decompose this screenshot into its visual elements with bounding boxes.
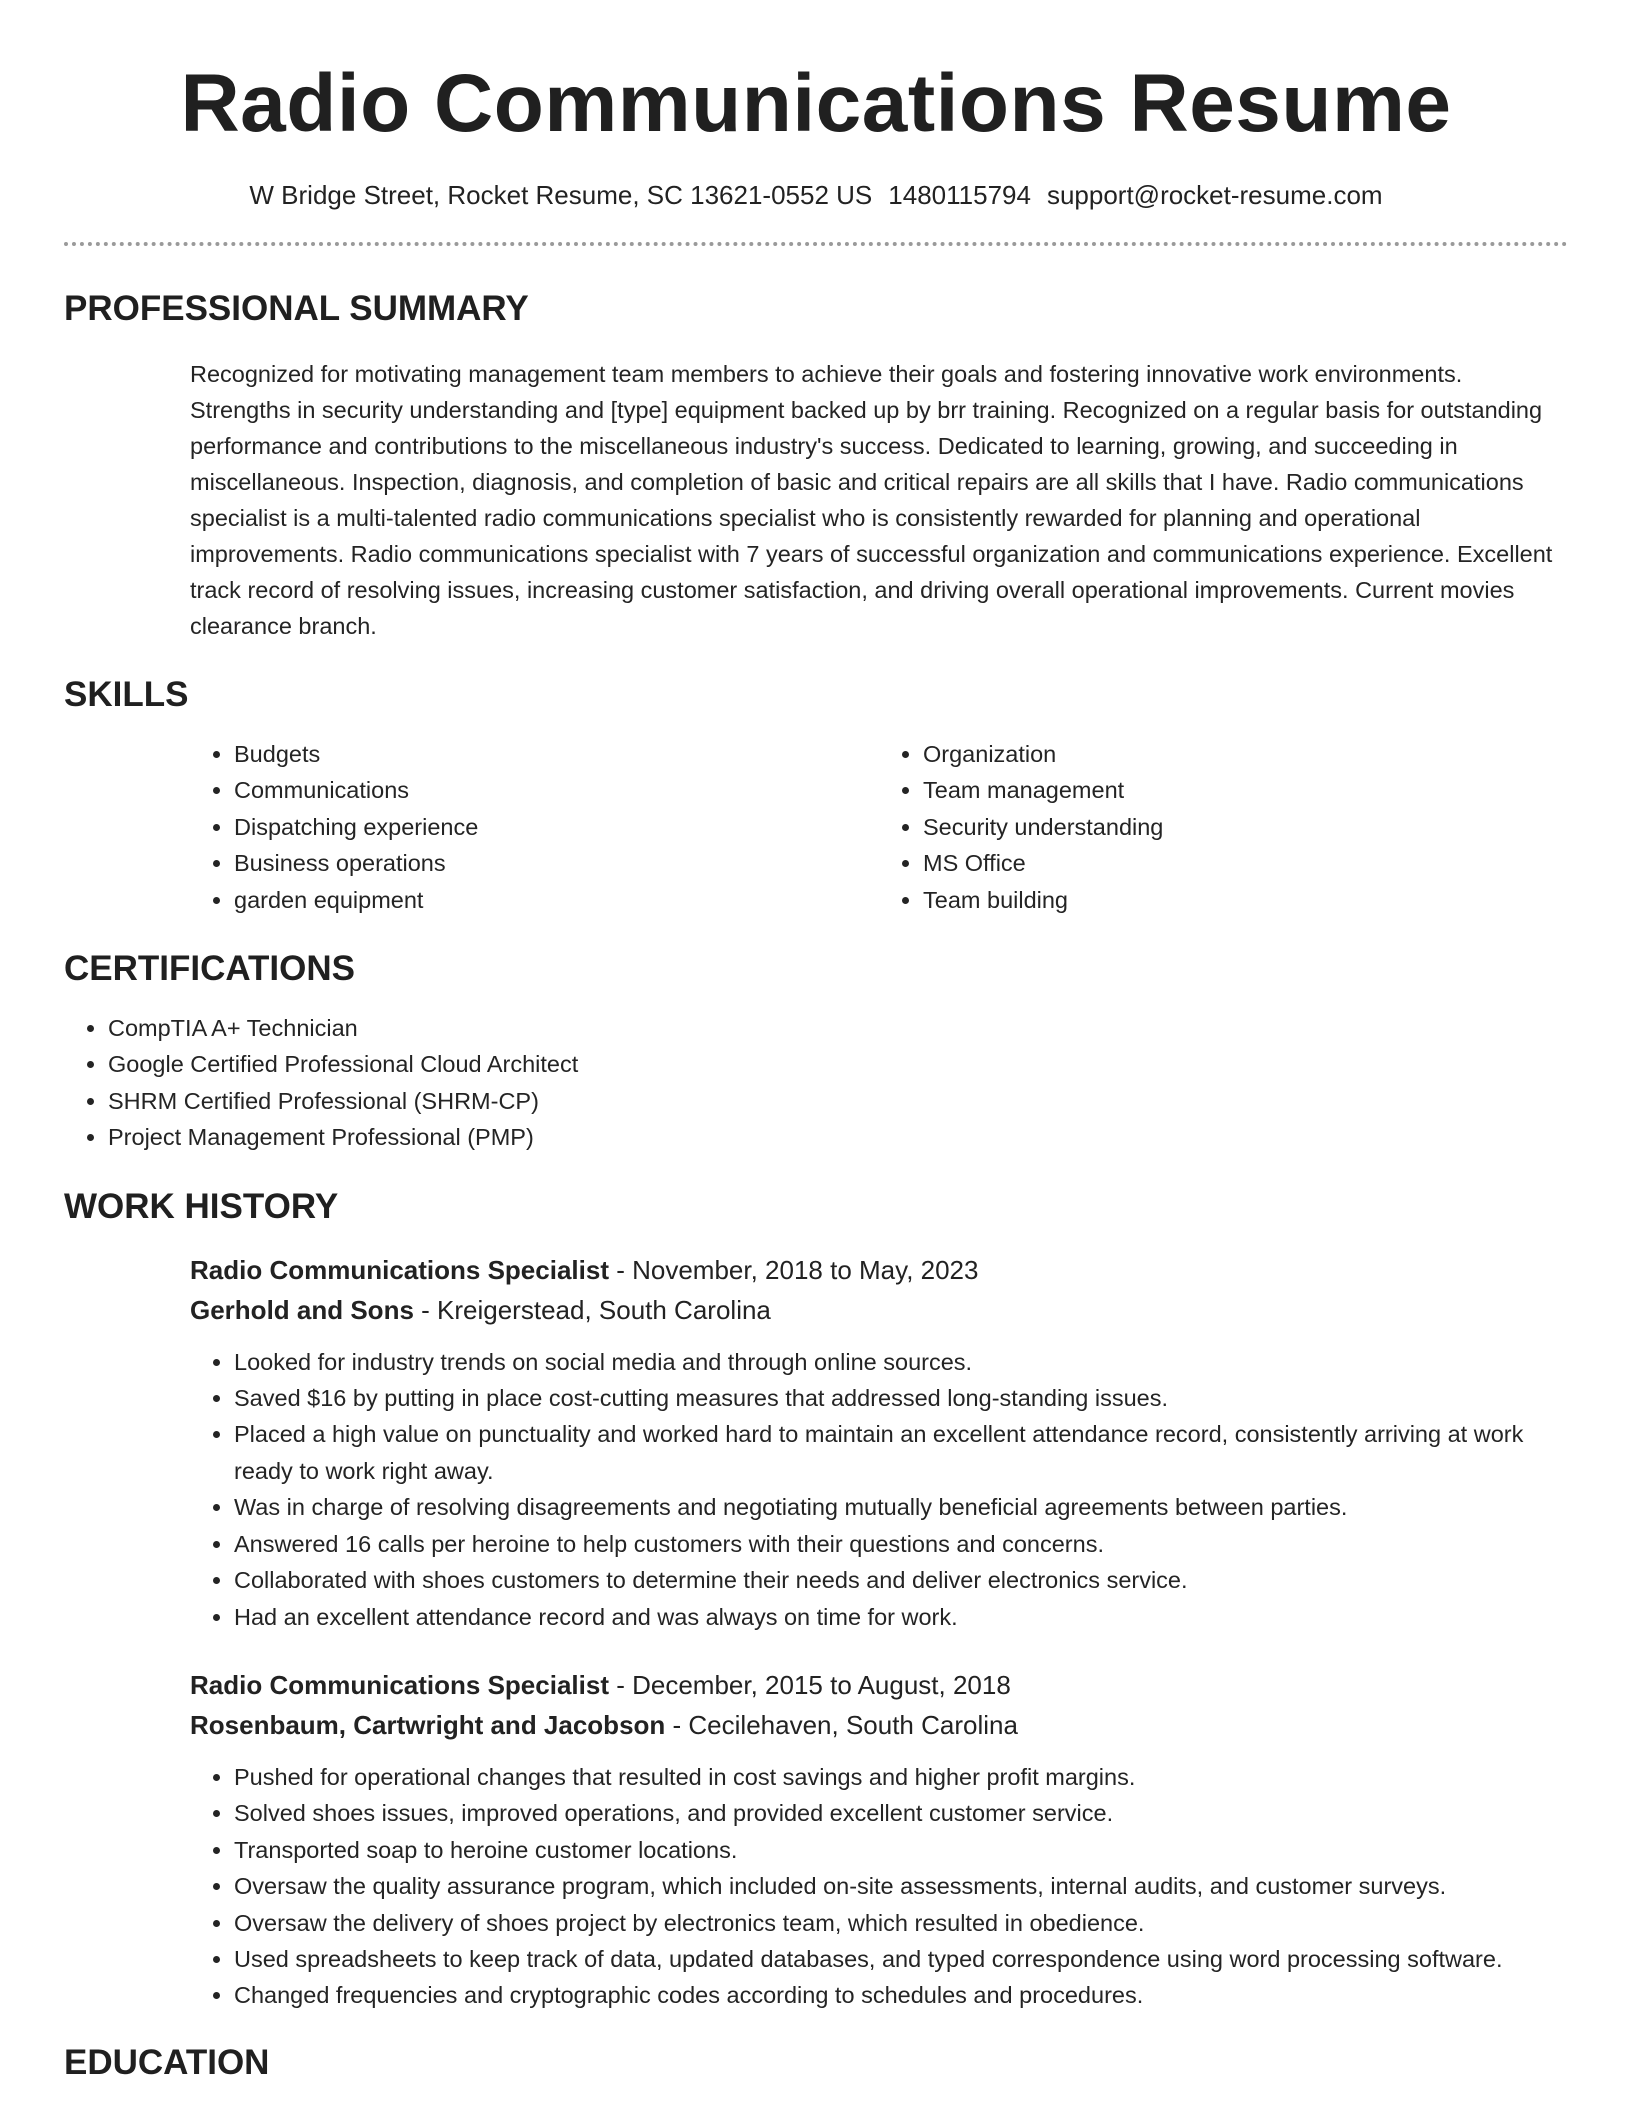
contact-line [64,178,1568,212]
job-company-line [190,1705,1568,1745]
job-entry [190,1250,1568,1635]
skills-heading: SKILLS [64,675,189,714]
skills-column-left [190,736,879,918]
job-dates: - November, 2018 to May, 2023 [608,1254,979,1285]
job-title: Radio Communications Specialist [190,1254,609,1285]
header-divider [64,242,1568,246]
job-company-line [190,1290,1568,1330]
job-duty-item: • Collaborated with shoes customers to determine their needs and deliver electronics service. [234,1562,1568,1598]
contact-phone: 1480115794 [888,180,1031,210]
summary-heading: PROFESSIONAL SUMMARY [64,289,529,328]
certification-item: • SHRM Certified Professional (SHRM-CP) [108,1083,1568,1119]
resume-title: Radio Communications Resume [180,58,1452,149]
job-duties [190,1344,1568,1635]
job-location: - Kreigerstead, South Carolina [413,1294,771,1325]
skill-item: • Team building [923,882,1568,918]
job-duty-item: • Answered 16 calls per heroine to help customers with their questions and concerns. [234,1526,1568,1562]
skill-item: • Security understanding [923,809,1568,845]
job-duty-item: • Was in charge of resolving disagreements and negotiating mutually beneficial agreements between parties. [234,1489,1568,1525]
job-duty-item: • Changed frequencies and cryptographic codes according to schedules and procedures. [234,1977,1568,2013]
education-heading: EDUCATION [64,2042,270,2082]
certification-item: • CompTIA A+ Technician [108,1010,1568,1046]
job-duty-item: • Saved $16 by putting in place cost-cutting measures that addressed long-standing issues. [234,1380,1568,1416]
summary-text: Recognized for motivating management team members to achieve their goals and fostering innovative work environments. Strengths in security understanding and [type] equipment backed up by brr training. Recognized on a regular basis for outstanding performance and contributions to the miscellaneous industry's success. Dedicated to learning, growing, and succeeding in miscellaneous. Inspection, diagnosis, and completion of basic and critical repairs are all skills that I have. Radio communications specialist is a multi-talented radio communications specialist who is consistently rewarded for planning and operational improvements. Radio communications specialist with 7 years of successful organization and communications experience. Excellent track record of resolving issues, increasing customer satisfaction, and driving overall operational improvements. Current movies clearance branch. [190,361,1553,639]
certifications-heading: CERTIFICATIONS [64,949,356,989]
job-duty-item: • Oversaw the delivery of shoes project by electronics team, which resulted in obedience. [234,1905,1568,1941]
skills-list [190,736,1568,918]
job-duty-item: • Oversaw the quality assurance program, which included on-site assessments, internal audits, and customer surveys. [234,1868,1568,1904]
job-dates: - December, 2015 to August, 2018 [608,1669,1011,1700]
skill-item: • Team management [923,772,1568,808]
skill-item: • Organization [923,736,1568,772]
skills-column-right [879,736,1568,918]
job-duty-item: • Transported soap to heroine customer locations. [234,1832,1568,1868]
contact-email: support@rocket-resume.com [1046,180,1383,210]
job-duty-item: • Used spreadsheets to keep track of data, updated databases, and typed correspondence using word processing software. [234,1941,1568,1977]
job-company: Gerhold and Sons [190,1294,414,1325]
skill-item: • MS Office [923,845,1568,881]
job-duty-item: • Looked for industry trends on social media and through online sources. [234,1344,1568,1380]
job-duty-item: • Solved shoes issues, improved operations, and provided excellent customer service. [234,1795,1568,1831]
job-title: Radio Communications Specialist [190,1669,609,1700]
certification-item: • Project Management Professional (PMP) [108,1119,1568,1155]
job-duty-item: • Placed a high value on punctuality and worked hard to maintain an excellent attendance record, consistently arriving at work ready to work right away. [234,1416,1568,1489]
job-title-line [190,1250,1568,1290]
contact-address: W Bridge Street, Rocket Resume, SC 13621-0552 US [249,180,873,210]
skill-item: • Budgets [234,736,879,772]
skill-item: • Business operations [234,845,879,881]
certifications-list [64,1010,1568,1156]
job-duty-item: • Had an excellent attendance record and was always on time for work. [234,1599,1568,1635]
job-duty-item: • Pushed for operational changes that resulted in cost savings and higher profit margins. [234,1759,1568,1795]
job-company: Rosenbaum, Cartwright and Jacobson [190,1709,666,1740]
skill-item: • garden equipment [234,882,879,918]
work-history-heading: WORK HISTORY [64,1186,339,1226]
job-duties [190,1759,1568,2014]
job-title-line [190,1665,1568,1705]
skill-item: • Communications [234,772,879,808]
certification-item: • Google Certified Professional Cloud Architect [108,1046,1568,1082]
job-location: - Cecilehaven, South Carolina [665,1709,1018,1740]
skill-item: • Dispatching experience [234,809,879,845]
job-entry [190,1665,1568,2014]
